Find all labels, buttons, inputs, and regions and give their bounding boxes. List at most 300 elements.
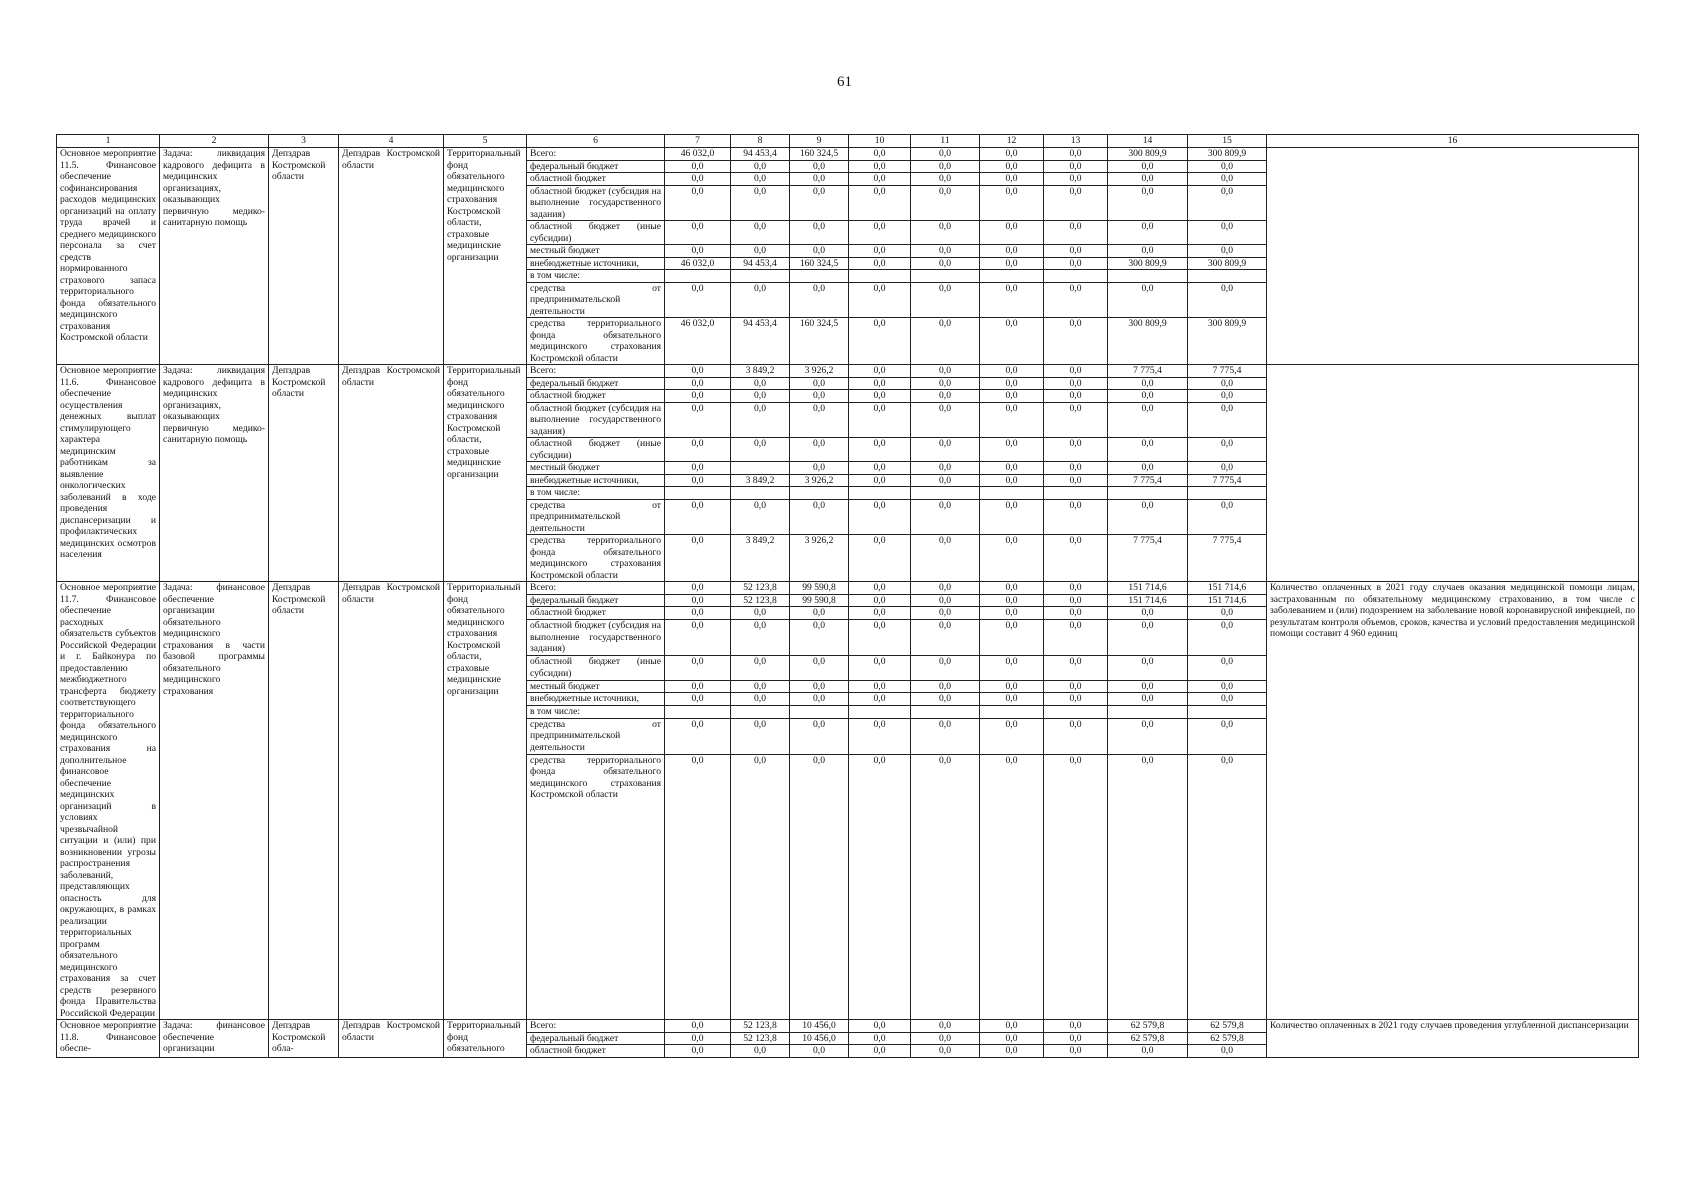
amount-cell: 0,0 <box>1044 160 1108 173</box>
amount-cell: 0,0 <box>849 462 911 475</box>
amount-cell: 0,0 <box>1044 620 1108 656</box>
amount-cell: 0,0 <box>980 245 1044 258</box>
amount-cell: 0,0 <box>980 462 1044 475</box>
amount-cell <box>665 270 731 283</box>
amount-cell: 0,0 <box>849 148 911 161</box>
amount-cell: 0,0 <box>849 1020 911 1033</box>
amount-cell: 0,0 <box>1108 185 1188 221</box>
amount-cell: 52 123,8 <box>731 582 790 595</box>
amount-cell: 0,0 <box>731 282 790 318</box>
amount-cell: 0,0 <box>1108 693 1188 706</box>
amount-cell: 0,0 <box>911 257 980 270</box>
task-cell: Задача: финансовое обеспечение организации обязательного медицинского страхования в части базовой программы обязательного медицинского страхования <box>160 582 269 1020</box>
task-cell: Задача: ликвидация кадрового дефицита в медицинских организациях, оказывающих первичную медико-санитарную помощь <box>160 365 269 582</box>
task-cell: Задача: финансовое обеспечение организации <box>160 1020 269 1058</box>
amount-cell: 52 123,8 <box>731 1020 790 1033</box>
amount-cell: 0,0 <box>665 1032 731 1045</box>
amount-cell: 0,0 <box>1108 377 1188 390</box>
amount-cell: 0,0 <box>849 620 911 656</box>
amount-cell: 0,0 <box>790 221 849 245</box>
amount-cell: 0,0 <box>1044 377 1108 390</box>
amount-cell: 0,0 <box>1044 245 1108 258</box>
amount-cell: 0,0 <box>1044 582 1108 595</box>
amount-cell: 3 926,2 <box>790 535 849 582</box>
amount-cell: 0,0 <box>731 221 790 245</box>
page-number: 61 <box>837 74 852 90</box>
funding-source-label: федеральный бюджет <box>527 1032 665 1045</box>
amount-cell <box>731 270 790 283</box>
amount-cell: 0,0 <box>1188 607 1267 620</box>
amount-cell: 52 123,8 <box>731 1032 790 1045</box>
amount-cell: 0,0 <box>849 245 911 258</box>
amount-cell: 0,0 <box>665 594 731 607</box>
amount-cell: 0,0 <box>849 365 911 378</box>
funding-source-label: областной бюджет (субсидия на выполнение государственного задания) <box>527 185 665 221</box>
amount-cell <box>849 270 911 283</box>
amount-cell: 0,0 <box>790 607 849 620</box>
amount-cell: 300 809,9 <box>1108 257 1188 270</box>
amount-cell: 151 714,6 <box>1108 594 1188 607</box>
amount-cell <box>1188 705 1267 718</box>
amount-cell: 94 453,4 <box>731 257 790 270</box>
funding-source-label: средства от предпринимательской деятельности <box>527 499 665 535</box>
amount-cell: 0,0 <box>849 1032 911 1045</box>
amount-cell: 0,0 <box>911 148 980 161</box>
funding-source-label: средства от предпринимательской деятельности <box>527 282 665 318</box>
amount-cell: 160 324,5 <box>790 318 849 365</box>
funding-source-label: Всего: <box>527 148 665 161</box>
funding-source-label: областной бюджет (субсидия на выполнение государственного задания) <box>527 620 665 656</box>
amount-cell: 3 849,2 <box>731 365 790 378</box>
amount-cell <box>1108 270 1188 283</box>
amount-cell: 0,0 <box>980 173 1044 186</box>
amount-cell: 0,0 <box>911 607 980 620</box>
amount-cell: 0,0 <box>849 656 911 680</box>
amount-cell: 0,0 <box>1188 221 1267 245</box>
amount-cell: 0,0 <box>665 582 731 595</box>
amount-cell <box>980 270 1044 283</box>
amount-cell: 0,0 <box>1044 282 1108 318</box>
amount-cell: 0,0 <box>911 693 980 706</box>
column-number: 6 <box>527 135 665 148</box>
amount-cell: 0,0 <box>1044 680 1108 693</box>
amount-cell: 0,0 <box>849 594 911 607</box>
amount-cell: 0,0 <box>731 402 790 438</box>
amount-cell: 0,0 <box>980 754 1044 1019</box>
amount-cell: 0,0 <box>980 718 1044 754</box>
amount-cell: 0,0 <box>911 1032 980 1045</box>
amount-cell: 0,0 <box>731 607 790 620</box>
amount-cell <box>911 270 980 283</box>
funding-source-label: в том числе: <box>527 270 665 283</box>
funding-source-label: федеральный бюджет <box>527 160 665 173</box>
amount-cell: 0,0 <box>731 693 790 706</box>
amount-cell: 0,0 <box>1188 656 1267 680</box>
column-number-row <box>57 135 1639 148</box>
amount-cell: 0,0 <box>911 656 980 680</box>
amount-cell: 0,0 <box>1108 402 1188 438</box>
amount-cell <box>1188 487 1267 500</box>
amount-cell: 62 579,8 <box>1108 1020 1188 1033</box>
amount-cell: 0,0 <box>1188 620 1267 656</box>
result-indicator-cell <box>1267 365 1639 582</box>
amount-cell: 46 032,0 <box>665 257 731 270</box>
funding-row <box>57 1020 1639 1033</box>
amount-cell: 0,0 <box>911 402 980 438</box>
funding-source-label: средства территориального фонда обязательного медицинского страхования Костромской области <box>527 318 665 365</box>
amount-cell: 0,0 <box>1044 390 1108 403</box>
amount-cell: 99 590,8 <box>790 582 849 595</box>
amount-cell: 0,0 <box>665 160 731 173</box>
amount-cell: 0,0 <box>1044 718 1108 754</box>
amount-cell: 0,0 <box>1108 221 1188 245</box>
amount-cell: 7 775,4 <box>1188 535 1267 582</box>
result-indicator-cell: Количество оплаченных в 2021 году случаев проведения углубленной диспансеризации <box>1267 1020 1639 1058</box>
amount-cell: 0,0 <box>911 1020 980 1033</box>
funding-source-label: областной бюджет <box>527 1045 665 1058</box>
amount-cell: 0,0 <box>980 365 1044 378</box>
amount-cell: 0,0 <box>1108 462 1188 475</box>
amount-cell: 0,0 <box>849 535 911 582</box>
amount-cell: 0,0 <box>1188 754 1267 1019</box>
amount-cell: 0,0 <box>1108 1045 1188 1058</box>
funding-source-label: Всего: <box>527 582 665 595</box>
amount-cell: 0,0 <box>980 656 1044 680</box>
amount-cell <box>1044 487 1108 500</box>
amount-cell: 0,0 <box>665 1020 731 1033</box>
amount-cell: 0,0 <box>790 438 849 462</box>
amount-cell: 300 809,9 <box>1108 148 1188 161</box>
measure-cell: Основное мероприятие 11.6. Финансовое обеспечение осуществления денежных выплат стимулирующего характера медицинским работникам за выявление онкологических заболеваний в ходе проведения диспансеризации и профилактических медицинских осмотров населения <box>57 365 160 582</box>
amount-cell: 0,0 <box>665 377 731 390</box>
amount-cell: 0,0 <box>1108 160 1188 173</box>
column-number: 4 <box>339 135 444 148</box>
amount-cell: 0,0 <box>980 582 1044 595</box>
amount-cell: 0,0 <box>790 245 849 258</box>
amount-cell: 0,0 <box>1188 693 1267 706</box>
amount-cell <box>731 462 790 475</box>
amount-cell <box>731 487 790 500</box>
participant-cell: Территориальный фонд обязательного медицинского страхования Костромской области, страховые медицинские организации <box>444 365 527 582</box>
amount-cell: 0,0 <box>849 582 911 595</box>
amount-cell: 0,0 <box>980 1020 1044 1033</box>
amount-cell: 10 456,0 <box>790 1032 849 1045</box>
amount-cell <box>665 705 731 718</box>
amount-cell: 0,0 <box>1188 718 1267 754</box>
amount-cell <box>665 487 731 500</box>
amount-cell: 0,0 <box>1188 402 1267 438</box>
amount-cell: 0,0 <box>731 620 790 656</box>
participant-cell: Территориальный фонд обязательного медицинского страхования Костромской области, страховые медицинские организации <box>444 582 527 1020</box>
amount-cell: 0,0 <box>665 365 731 378</box>
amount-cell: 0,0 <box>1044 402 1108 438</box>
amount-cell: 0,0 <box>849 438 911 462</box>
amount-cell: 0,0 <box>911 718 980 754</box>
amount-cell: 0,0 <box>911 594 980 607</box>
amount-cell: 0,0 <box>911 754 980 1019</box>
amount-cell: 0,0 <box>980 377 1044 390</box>
amount-cell <box>849 705 911 718</box>
column-number: 2 <box>160 135 269 148</box>
amount-cell <box>790 705 849 718</box>
amount-cell: 300 809,9 <box>1188 318 1267 365</box>
column-number: 9 <box>790 135 849 148</box>
amount-cell: 0,0 <box>980 185 1044 221</box>
funding-source-label: Всего: <box>527 365 665 378</box>
amount-cell: 0,0 <box>1108 438 1188 462</box>
amount-cell: 0,0 <box>790 680 849 693</box>
amount-cell: 0,0 <box>1044 318 1108 365</box>
amount-cell: 0,0 <box>1044 1032 1108 1045</box>
amount-cell: 0,0 <box>665 462 731 475</box>
funding-source-label: Всего: <box>527 1020 665 1033</box>
amount-cell: 151 714,6 <box>1108 582 1188 595</box>
column-number: 10 <box>849 135 911 148</box>
amount-cell: 0,0 <box>1044 1020 1108 1033</box>
amount-cell: 7 775,4 <box>1108 365 1188 378</box>
amount-cell: 0,0 <box>911 499 980 535</box>
amount-cell: 0,0 <box>849 377 911 390</box>
amount-cell: 0,0 <box>665 438 731 462</box>
column-number: 16 <box>1267 135 1639 148</box>
funding-source-label: областной бюджет (субсидия на выполнение государственного задания) <box>527 402 665 438</box>
amount-cell: 0,0 <box>849 499 911 535</box>
amount-cell: 0,0 <box>790 754 849 1019</box>
amount-cell <box>790 270 849 283</box>
funding-source-label: областной бюджет (иные субсидии) <box>527 221 665 245</box>
amount-cell: 7 775,4 <box>1188 365 1267 378</box>
amount-cell: 3 849,2 <box>731 474 790 487</box>
funding-source-label: областной бюджет <box>527 173 665 186</box>
amount-cell: 0,0 <box>1044 438 1108 462</box>
amount-cell: 0,0 <box>665 680 731 693</box>
amount-cell <box>731 705 790 718</box>
amount-cell: 0,0 <box>790 462 849 475</box>
amount-cell: 0,0 <box>849 318 911 365</box>
result-indicator-cell <box>1267 148 1639 365</box>
amount-cell: 0,0 <box>790 160 849 173</box>
amount-cell: 0,0 <box>980 257 1044 270</box>
amount-cell: 0,0 <box>980 535 1044 582</box>
participant-cell: Территориальный фонд обязательного <box>444 1020 527 1058</box>
amount-cell: 0,0 <box>1044 257 1108 270</box>
amount-cell: 0,0 <box>849 257 911 270</box>
measure-cell: Основное мероприятие 11.8. Финансовое обеспе- <box>57 1020 160 1058</box>
amount-cell: 0,0 <box>1044 173 1108 186</box>
amount-cell: 0,0 <box>980 1032 1044 1045</box>
funding-row <box>57 365 1639 378</box>
amount-cell: 0,0 <box>790 377 849 390</box>
amount-cell: 0,0 <box>980 474 1044 487</box>
column-number: 11 <box>911 135 980 148</box>
column-number: 12 <box>980 135 1044 148</box>
amount-cell: 151 714,6 <box>1188 582 1267 595</box>
result-indicator-cell: Количество оплаченных в 2021 году случаев оказания медицинской помощи лицам, застрахованным по обязательному медицинскому страхованию, в том числе с заболеванием и (или) подозрением на заболевание новой коронавирусной инфекцией, по результатам контроля объемов, сроков, качества и условий предоставления медицинской помощи составит 4 960 единиц <box>1267 582 1639 1020</box>
amount-cell: 0,0 <box>665 535 731 582</box>
amount-cell: 0,0 <box>1108 607 1188 620</box>
amount-cell: 0,0 <box>911 318 980 365</box>
amount-cell: 0,0 <box>1188 377 1267 390</box>
funding-source-label: федеральный бюджет <box>527 377 665 390</box>
amount-cell: 0,0 <box>665 607 731 620</box>
funding-source-label: внебюджетные источники, <box>527 693 665 706</box>
amount-cell: 0,0 <box>1108 620 1188 656</box>
executor-cell: Депздрав Костромской области <box>269 148 339 365</box>
amount-cell: 0,0 <box>911 365 980 378</box>
amount-cell: 0,0 <box>849 402 911 438</box>
funding-source-label: средства территориального фонда обязательного медицинского страхования Костромской области <box>527 754 665 1019</box>
amount-cell: 0,0 <box>1188 1045 1267 1058</box>
amount-cell: 0,0 <box>731 656 790 680</box>
amount-cell: 300 809,9 <box>1108 318 1188 365</box>
amount-cell: 0,0 <box>980 148 1044 161</box>
amount-cell: 0,0 <box>731 160 790 173</box>
amount-cell: 0,0 <box>665 620 731 656</box>
amount-cell: 0,0 <box>849 173 911 186</box>
amount-cell: 0,0 <box>1188 438 1267 462</box>
amount-cell: 0,0 <box>731 377 790 390</box>
amount-cell: 0,0 <box>1188 282 1267 318</box>
amount-cell: 3 926,2 <box>790 474 849 487</box>
amount-cell: 0,0 <box>911 680 980 693</box>
program-financing-table <box>56 134 1639 1058</box>
amount-cell: 0,0 <box>1044 594 1108 607</box>
amount-cell: 0,0 <box>665 173 731 186</box>
amount-cell: 0,0 <box>1044 693 1108 706</box>
amount-cell: 0,0 <box>731 185 790 221</box>
amount-cell: 0,0 <box>1108 718 1188 754</box>
amount-cell: 0,0 <box>1108 499 1188 535</box>
amount-cell: 0,0 <box>731 754 790 1019</box>
column-number: 5 <box>444 135 527 148</box>
amount-cell: 3 926,2 <box>790 365 849 378</box>
amount-cell: 0,0 <box>1044 535 1108 582</box>
amount-cell: 0,0 <box>911 535 980 582</box>
amount-cell: 0,0 <box>1108 245 1188 258</box>
amount-cell: 0,0 <box>790 282 849 318</box>
amount-cell: 0,0 <box>790 1045 849 1058</box>
amount-cell: 0,0 <box>849 185 911 221</box>
amount-cell: 0,0 <box>1044 365 1108 378</box>
column-number: 14 <box>1108 135 1188 148</box>
amount-cell: 0,0 <box>980 693 1044 706</box>
amount-cell: 0,0 <box>1188 680 1267 693</box>
amount-cell: 300 809,9 <box>1188 257 1267 270</box>
executor-cell: Депздрав Костромской области <box>269 365 339 582</box>
amount-cell <box>911 705 980 718</box>
amount-cell: 0,0 <box>790 390 849 403</box>
amount-cell: 62 579,8 <box>1188 1032 1267 1045</box>
amount-cell: 0,0 <box>790 656 849 680</box>
executor-cell: Депздрав Костромской области <box>269 582 339 1020</box>
funding-row <box>57 148 1639 161</box>
funding-source-label: местный бюджет <box>527 462 665 475</box>
amount-cell: 0,0 <box>849 680 911 693</box>
coexecutor-cell: Депздрав Костромской области <box>339 365 444 582</box>
amount-cell: 0,0 <box>790 173 849 186</box>
coexecutor-cell: Депздрав Костромской области <box>339 1020 444 1058</box>
amount-cell <box>911 487 980 500</box>
column-number: 3 <box>269 135 339 148</box>
amount-cell: 0,0 <box>1188 499 1267 535</box>
amount-cell: 0,0 <box>911 185 980 221</box>
amount-cell <box>1044 270 1108 283</box>
funding-source-label: областной бюджет (иные субсидии) <box>527 438 665 462</box>
amount-cell: 0,0 <box>665 282 731 318</box>
amount-cell: 0,0 <box>849 474 911 487</box>
amount-cell: 0,0 <box>665 185 731 221</box>
amount-cell: 0,0 <box>849 390 911 403</box>
amount-cell: 0,0 <box>790 185 849 221</box>
column-number: 13 <box>1044 135 1108 148</box>
amount-cell <box>1108 705 1188 718</box>
amount-cell: 0,0 <box>980 620 1044 656</box>
amount-cell: 0,0 <box>1044 1045 1108 1058</box>
amount-cell: 0,0 <box>1044 656 1108 680</box>
amount-cell: 0,0 <box>1044 221 1108 245</box>
amount-cell: 0,0 <box>790 499 849 535</box>
amount-cell: 3 849,2 <box>731 535 790 582</box>
amount-cell: 0,0 <box>1188 390 1267 403</box>
participant-cell: Территориальный фонд обязательного медицинского страхования Костромской области, страховые медицинские организации <box>444 148 527 365</box>
amount-cell: 0,0 <box>1044 185 1108 221</box>
amount-cell: 0,0 <box>1188 245 1267 258</box>
measure-cell: Основное мероприятие 11.7. Финансовое обеспечение расходных обязательств субъектов Российской Федерации и г. Байконура по предоставлению межбюджетного трансферта бюджету соответствующего территориального фонда обязательного медицинского страхования на дополнительное финансовое обеспечение медицинских организаций в условиях чрезвычайной ситуации и (или) при возникновении угрозы распространения заболеваний, представляющих опасность для окружающих, в рамках реализации территориальных программ обязательного медицинского страхования за счет средств резервного фонда Правительства Российской Федерации <box>57 582 160 1020</box>
funding-source-label: областной бюджет <box>527 390 665 403</box>
amount-cell: 10 456,0 <box>790 1020 849 1033</box>
funding-row <box>57 582 1639 595</box>
funding-source-label: местный бюджет <box>527 245 665 258</box>
amount-cell: 0,0 <box>911 1045 980 1058</box>
amount-cell: 0,0 <box>665 499 731 535</box>
funding-source-label: внебюджетные источники, <box>527 474 665 487</box>
amount-cell: 0,0 <box>911 160 980 173</box>
amount-cell: 0,0 <box>665 754 731 1019</box>
amount-cell: 52 123,8 <box>731 594 790 607</box>
coexecutor-cell: Депздрав Костромской области <box>339 148 444 365</box>
column-number: 1 <box>57 135 160 148</box>
amount-cell: 0,0 <box>665 390 731 403</box>
amount-cell: 0,0 <box>980 680 1044 693</box>
amount-cell: 0,0 <box>731 499 790 535</box>
funding-source-label: средства территориального фонда обязательного медицинского страхования Костромской области <box>527 535 665 582</box>
amount-cell: 0,0 <box>665 656 731 680</box>
amount-cell: 0,0 <box>1188 173 1267 186</box>
amount-cell: 0,0 <box>731 173 790 186</box>
amount-cell: 0,0 <box>980 607 1044 620</box>
amount-cell: 7 775,4 <box>1108 535 1188 582</box>
amount-cell: 0,0 <box>790 620 849 656</box>
amount-cell: 0,0 <box>665 221 731 245</box>
measure-cell: Основное мероприятие 11.5. Финансовое обеспечение софинансирования расходов медицинских организаций на оплату труда врачей и среднего медицинского персонала за счет средств нормированного страхового запаса территориального фонда обязательного медицинского страхования Костромской области <box>57 148 160 365</box>
amount-cell: 0,0 <box>849 754 911 1019</box>
amount-cell: 0,0 <box>911 390 980 403</box>
amount-cell: 0,0 <box>980 499 1044 535</box>
funding-source-label: областной бюджет (иные субсидии) <box>527 656 665 680</box>
coexecutor-cell: Депздрав Костромской области <box>339 582 444 1020</box>
amount-cell: 0,0 <box>665 402 731 438</box>
amount-cell <box>849 487 911 500</box>
amount-cell: 160 324,5 <box>790 257 849 270</box>
amount-cell: 0,0 <box>980 282 1044 318</box>
amount-cell: 0,0 <box>1108 173 1188 186</box>
amount-cell: 0,0 <box>911 173 980 186</box>
amount-cell: 0,0 <box>980 402 1044 438</box>
funding-source-label: федеральный бюджет <box>527 594 665 607</box>
funding-source-label: в том числе: <box>527 487 665 500</box>
amount-cell: 7 775,4 <box>1108 474 1188 487</box>
amount-cell: 0,0 <box>1108 656 1188 680</box>
